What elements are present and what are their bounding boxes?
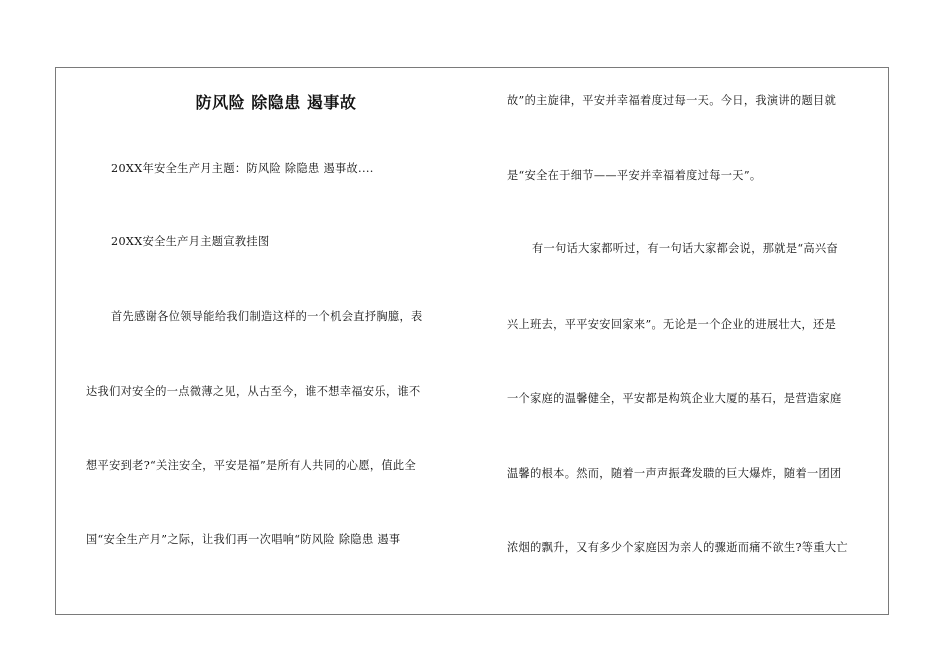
text-line: 首先感谢各位领导能给我们制造这样的一个机会直抒胸臆，表 [111,310,423,323]
document-page [55,67,889,615]
text-line: 温馨的根本。然而，随着一声声振聋发聩的巨大爆炸，随着一团团 [507,467,842,480]
text-line: 达我们对安全的一点微薄之见，从古至今，谁不想幸福安乐，谁不 [86,385,421,398]
text-line: 20XX安全生产月主题宣教挂图 [111,235,270,248]
text-line: 20XX年安全生产月主题：防风险 除隐患 遏事故.... [111,162,374,175]
text-line: 有一句话大家都听过，有一句话大家都会说，那就是“高兴奋 [532,242,839,255]
text-line: 浓烟的飘升，又有多少个家庭因为亲人的骤逝而痛不欲生?等重大亡 [507,541,848,554]
text-line: 兴上班去，平平安安回家来”。无论是一个企业的进展壮大，还是 [507,318,837,331]
text-line: 一个家庭的温馨健全，平安都是构筑企业大厦的基石，是营造家庭 [507,392,842,405]
text-line: 国“安全生产月”之际，让我们再一次唱响“防风险 除隐患 遏事 [86,533,401,546]
text-line: 是“安全在于细节——平安并幸福着度过每一天”。 [507,169,762,182]
text-line: 想平安到老?“关注安全，平安是福”是所有人共同的心愿，值此全 [86,459,417,472]
document-title: 防风险 除隐患 遏事故 [195,93,357,112]
text-line: 故”的主旋律，平安并幸福着度过每一天。今日，我演讲的题目就 [507,94,837,107]
